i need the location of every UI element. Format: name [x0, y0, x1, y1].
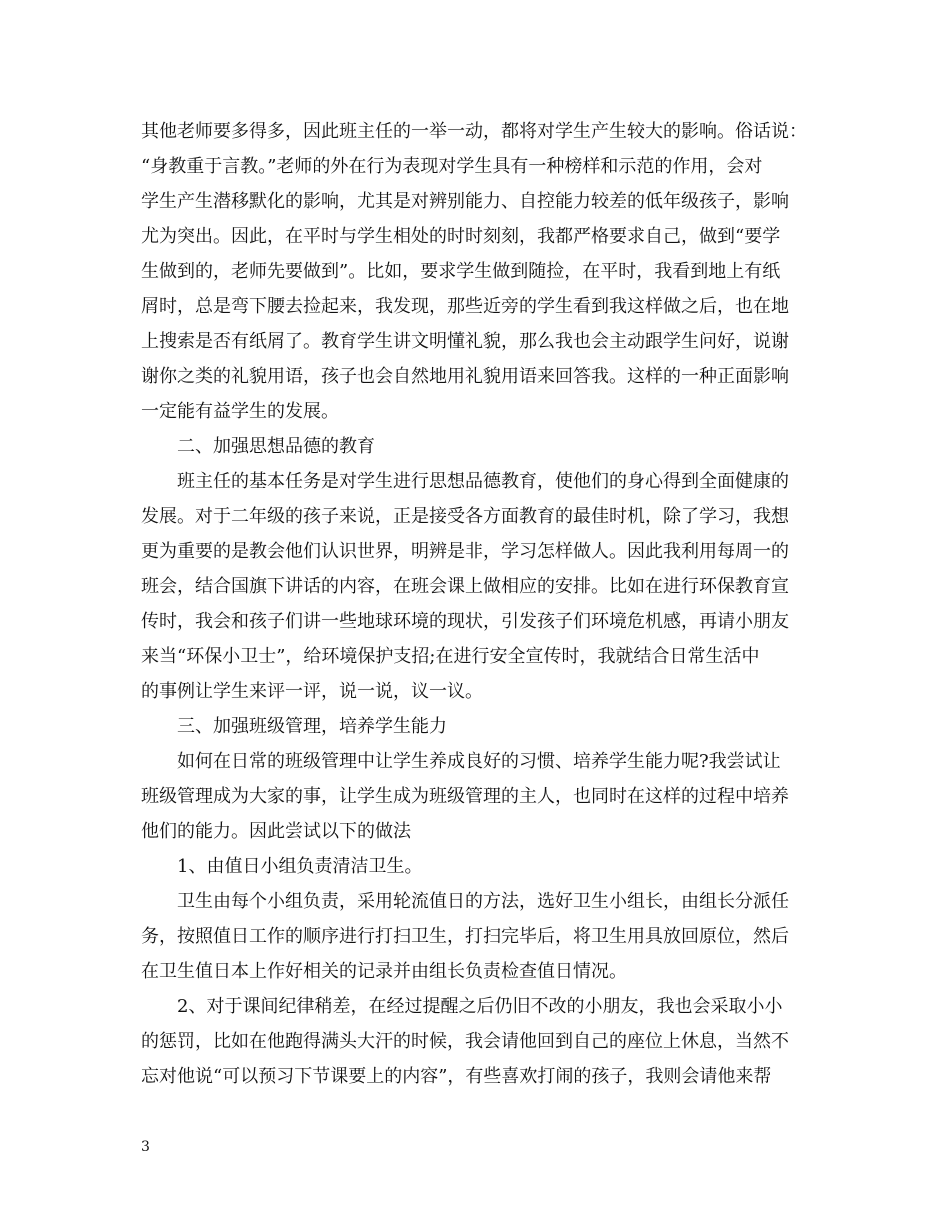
- text-line: 的事例让学生来评一评，说一说，议一议。: [141, 681, 483, 702]
- text-line: 班级管理成为大家的事，让学生成为班级管理的主人，也同时在这样的过程中培养: [141, 786, 789, 807]
- text-line: 来当“环保小卫士”，给环境保护支招;在进行安全宣传时，我就结合日常生活中: [141, 646, 760, 667]
- text-line: “身教重于言教。”老师的外在行为表现对学生具有一种榜样和示范的作用，会对: [141, 156, 763, 177]
- text-line: 屑时，总是弯下腰去捡起来，我发现，那些近旁的学生看到我这样做之后，也在地: [141, 296, 789, 317]
- text-line: 他们的能力。因此尝试以下的做法: [141, 821, 411, 842]
- page-number: 3: [141, 1139, 150, 1155]
- text-line: 班主任的基本任务是对学生进行思想品德教育，使他们的身心得到全面健康的: [141, 471, 789, 492]
- text-line: 卫生由每个小组负责，采用轮流值日的方法，选好卫生小组长，由组长分派任: [141, 891, 789, 912]
- text-line: 传时，我会和孩子们讲一些地球环境的现状，引发孩子们环境危机感，再请小朋友: [141, 611, 789, 632]
- text-line: 三、加强班级管理，培养学生能力: [141, 716, 447, 737]
- text-line: 上搜索是否有纸屑了。教育学生讲文明懂礼貌，那么我也会主动跟学生问好，说谢: [141, 331, 789, 352]
- text-line: 生做到的，老师先要做到”。比如，要求学生做到随捡，在平时，我看到地上有纸: [141, 261, 781, 282]
- text-line: 谢你之类的礼貌用语，孩子也会自然地用礼貌用语来回答我。这样的一种正面影响: [141, 366, 789, 387]
- text-line: 在卫生值日本上作好相关的记录并由组长负责检查值日情况。: [141, 961, 627, 982]
- text-line: 学生产生潜移默化的影响，尤其是对辨别能力、自控能力较差的低年级孩子，影响: [141, 191, 789, 212]
- text-line: 的惩罚，比如在他跑得满头大汗的时候，我会请他回到自己的座位上休息，当然不: [141, 1031, 789, 1052]
- text-line: 2、对于课间纪律稍差，在经过提醒之后仍旧不改的小朋友，我也会采取小小: [141, 996, 783, 1017]
- text-line: 发展。对于二年级的孩子来说，正是接受各方面教育的最佳时机，除了学习，我想: [141, 506, 789, 527]
- text-line: 一定能有益学生的发展。: [141, 401, 339, 422]
- text-line: 1、由值日小组负责清洁卫生。: [141, 856, 423, 877]
- text-line: 班会，结合国旗下讲话的内容，在班会课上做相应的安排。比如在进行环保教育宣: [141, 576, 789, 597]
- text-line: 如何在日常的班级管理中让学生养成良好的习惯、培养学生能力呢?我尝试让: [141, 751, 781, 772]
- text-line: 二、加强思想品德的教育: [141, 436, 375, 457]
- text-line: 其他老师要多得多，因此班主任的一举一动，都将对学生产生较大的影响。俗话说：: [141, 121, 807, 142]
- text-line: 尤为突出。因此，在平时与学生相处的时时刻刻，我都严格要求自己，做到“要学: [141, 226, 781, 247]
- text-line: 更为重要的是教会他们认识世界，明辨是非，学习怎样做人。因此我利用每周一的: [141, 541, 789, 562]
- body-text: [141, 114, 821, 1094]
- text-line: 务，按照值日工作的顺序进行打扫卫生，打扫完毕后，将卫生用具放回原位，然后: [141, 926, 789, 947]
- text-line: 忘对他说“可以预习下节课要上的内容”，有些喜欢打闹的孩子，我则会请他来帮: [141, 1066, 772, 1087]
